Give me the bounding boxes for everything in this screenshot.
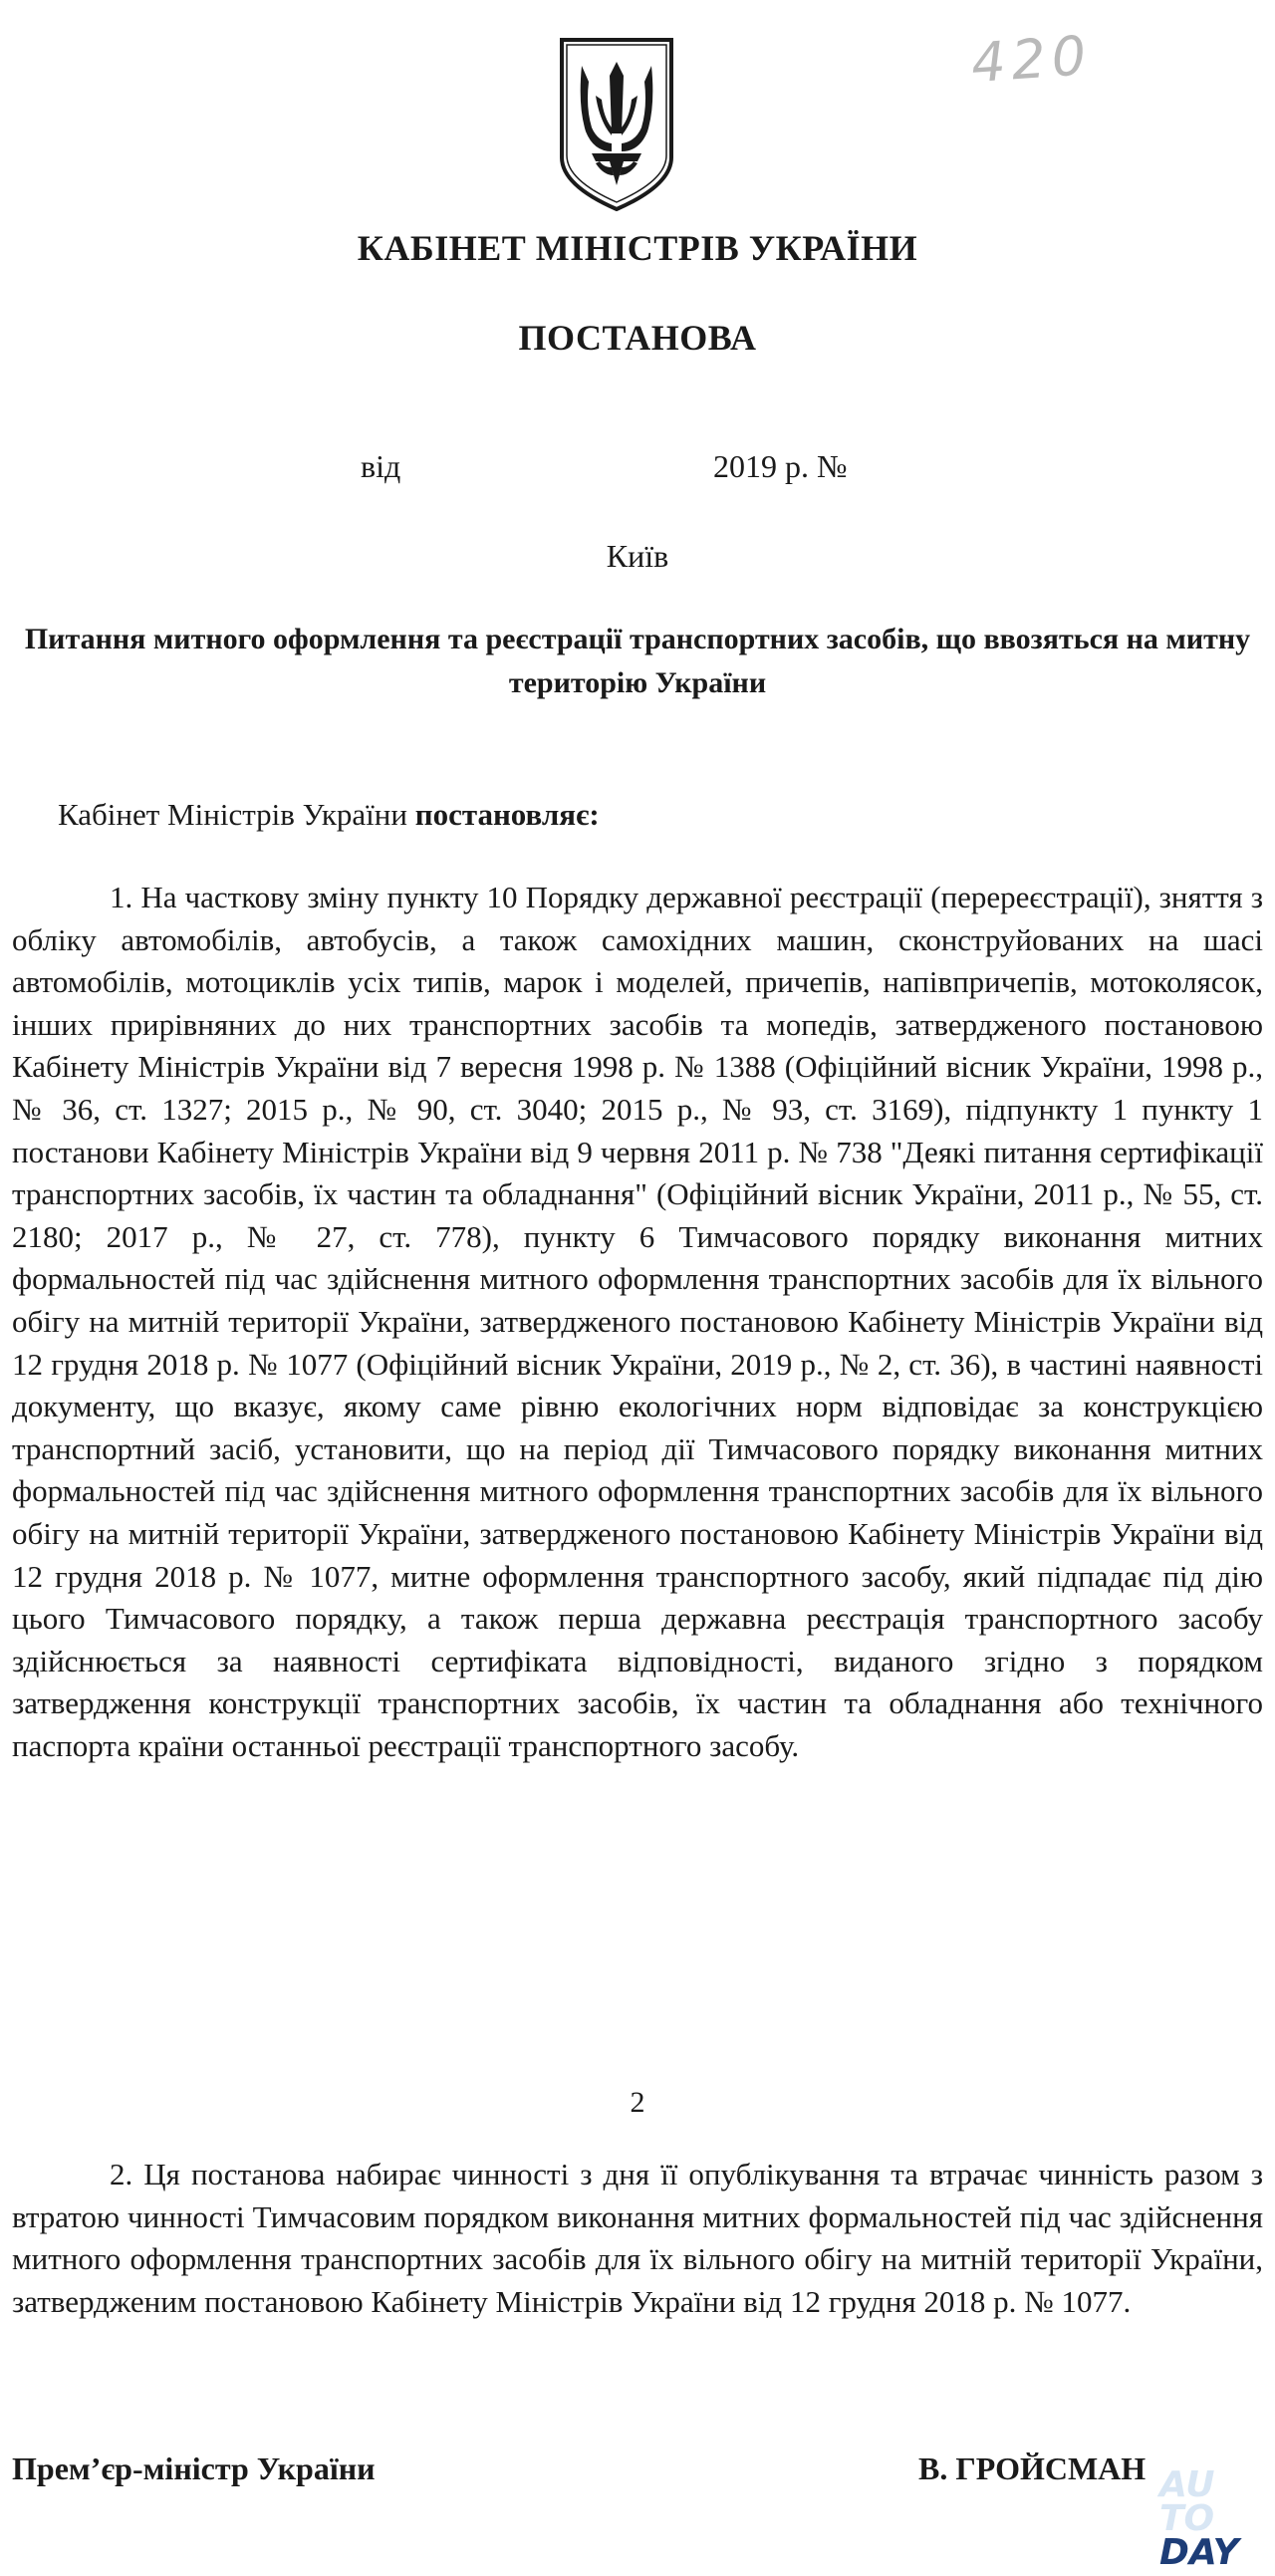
watermark-line-1: AU bbox=[1159, 2464, 1215, 2505]
preamble-text: Кабінет Міністрів України bbox=[58, 797, 415, 832]
paragraph-2 bbox=[12, 2154, 1263, 2323]
page-number: 2 bbox=[630, 2086, 645, 2119]
handwritten-number: 420 bbox=[968, 23, 1095, 96]
document-subject: Питання митного оформлення та реєстрації транспортних засобів, що ввозяться на митну територію України bbox=[24, 623, 1251, 699]
watermark-line-2: TO bbox=[1159, 2498, 1215, 2539]
preamble bbox=[58, 797, 600, 833]
date-year-label: 2019 р. № bbox=[713, 448, 848, 484]
organization-title: КАБІНЕТ МІНІСТРІВ УКРАЇНИ bbox=[357, 228, 918, 268]
paragraph-2-text: 2. Ця постанова набирає чинності з дня її опублікування та втрачає чинність разом з втратою чинності Тимчасовим порядком виконання митних формальностей під час здійснення митного оформлення транспортних засобів для їх вільного обігу на митній території України, затвердженим постановою Кабінету Міністрів України від 12 грудня 2018 р. № 1077. bbox=[12, 2157, 1263, 2319]
watermark-logo bbox=[1159, 2464, 1271, 2573]
city-label: Київ bbox=[606, 538, 669, 574]
document-type: ПОСТАНОВА bbox=[518, 318, 757, 358]
date-from-label: від bbox=[361, 448, 401, 484]
preamble-bold: постановляє: bbox=[414, 797, 600, 832]
watermark-line-3: DAY bbox=[1159, 2532, 1239, 2573]
trident-emblem-icon bbox=[556, 36, 677, 213]
paragraph-1 bbox=[12, 877, 1263, 1767]
signature-title: Прем’єр-міністр України bbox=[12, 2450, 376, 2486]
signature-name: В. ГРОЙСМАН bbox=[918, 2450, 1147, 2486]
paragraph-1-text: 1. На часткову зміну пункту 10 Порядку державної реєстрації (перереєстрації), зняття з обліку автомобілів, автобусів, а також самохідних машин, сконструйованих на шасі автомобілів, мотоциклів усіх типів, марок і моделей, причепів, напівпричепів, мотоколясок, інших прирівняних до них транспортних засобів та мопедів, затвердженого постановою Кабінету Міністрів України від 7 вересня 1998 р. № 1388 (Офіційний вісник України, 1998 р., № 36, ст. 1327; 2015 р., № 90, ст. 3040; 2015 р., № 93, ст. 3169), підпункту 1 пункту 1 постанови Кабінету Міністрів України від 9 червня 2011 р. № 738 "Деякі питання сертифікації транспортних засобів, їх частин та обладнання" (Офіційний вісник України, 2011 р., № 55, ст. 2180; 2017 р., № 27, ст. 778), пункту 6 Тимчасового порядку виконання митних формальностей під час здійснення митного оформлення транспортних засобів для їх вільного обігу на митній території України, затвердженого постановою Кабінету Міністрів України від 12 грудня 2018 р. № 1077 (Офіційний вісник України, 2019 р., № 2, ст. 36), в частині наявності документу, що вказує, якому саме рівню екологічних норм відповідає за конструкцією транспортний засіб, установити, що на період дії Тимчасового порядку виконання митних формальностей під час здійснення митного оформлення транспортних засобів для їх вільного обігу на митній території України, затвердженого постановою Кабінету Міністрів України від 12 грудня 2018 р. № 1077, митне оформлення транспортного засобу, який підпадає під дію цього Тимчасового порядку, а також перша державна реєстрація транспортного засобу здійснюється за наявності сертифіката відповідності, виданого згідно з порядком затвердження конструкції транспортних засобів, їх частин та обладнання або технічного паспорта країни останньої реєстрації транспортного засобу. bbox=[12, 880, 1263, 1763]
